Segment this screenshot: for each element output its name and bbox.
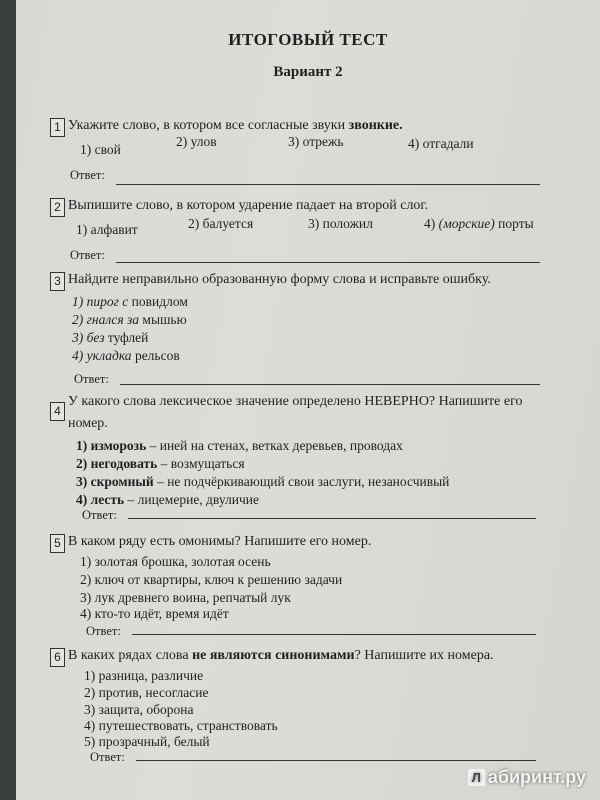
- option-2: 2) ключ от квартиры, ключ к решению задачи: [80, 572, 343, 587]
- option-5: 5) прозрачный, белый: [84, 734, 210, 749]
- page-title: ИТОГОВЫЙ ТЕСТ: [228, 30, 388, 49]
- test-page: [16, 0, 600, 800]
- question-text: Найдите неправильно образованную форму слова и исправьте ошибку.: [68, 272, 491, 287]
- option-2: 2) против, несогласие: [84, 685, 209, 700]
- option-3: 3) отрежь: [288, 134, 344, 149]
- question-number: 1: [50, 118, 65, 137]
- labirint-watermark: Л абиринт.ру: [468, 767, 586, 788]
- answer-label: Ответ:: [86, 624, 121, 638]
- answer-line[interactable]: [136, 760, 536, 761]
- option-4: 4) укладка рельсов: [72, 348, 180, 363]
- question-text-line-1: У какого слова лексическое значение определено НЕВЕРНО? Напишите его: [68, 394, 523, 409]
- option-3: 3) лук древнего воина, репчатый лук: [80, 590, 291, 605]
- option-2: 2) гнался за мышью: [72, 312, 187, 327]
- option-4: 4) путешествовать, странствовать: [84, 718, 278, 733]
- question-text: В каких рядах слова не являются синонимами? Напишите их номера.: [68, 648, 494, 663]
- question-number: 6: [50, 648, 65, 667]
- option-2: 2) улов: [176, 134, 217, 149]
- question-text: Укажите слово, в котором все согласные звуки звонкие.: [68, 118, 403, 133]
- option-1: 1) золотая брошка, золотая осень: [80, 554, 271, 569]
- answer-label: Ответ:: [70, 248, 105, 262]
- answer-label: Ответ:: [74, 372, 109, 386]
- option-2: 2) балуется: [188, 216, 254, 231]
- question-number: 3: [50, 272, 65, 291]
- answer-label: Ответ:: [82, 508, 117, 522]
- question-text: В каком ряду есть омонимы? Напишите его номер.: [68, 534, 372, 549]
- variant-heading: Вариант 2: [273, 64, 343, 80]
- option-4: 4) (морские) порты: [424, 216, 534, 231]
- answer-label: Ответ:: [90, 750, 125, 764]
- question-number: 2: [50, 198, 65, 217]
- option-3: 3) положил: [308, 216, 373, 231]
- option-3: 3) скромный – не подчёркивающий свои заслуги, незаносчивый: [76, 474, 450, 489]
- option-4: 4) отгадали: [408, 136, 474, 151]
- labirint-logo-icon: Л: [468, 769, 485, 786]
- answer-label: Ответ:: [70, 168, 105, 182]
- answer-line[interactable]: [116, 184, 540, 185]
- option-3: 3) защита, оборона: [84, 702, 194, 717]
- question-number: 4: [50, 402, 65, 421]
- option-1: 1) изморозь – иней на стенах, ветках деревьев, проводах: [76, 438, 403, 453]
- answer-line[interactable]: [132, 634, 536, 635]
- answer-line[interactable]: [116, 262, 540, 263]
- answer-line[interactable]: [128, 518, 536, 519]
- option-1: 1) свой: [80, 142, 121, 157]
- option-4: 4) кто-то идёт, время идёт: [80, 606, 229, 621]
- question-text: Выпишите слово, в котором ударение падает на второй слог.: [68, 198, 429, 213]
- option-1: 1) пирог с повидлом: [72, 294, 188, 309]
- option-1: 1) разница, различие: [84, 668, 204, 683]
- option-2: 2) негодовать – возмущаться: [76, 456, 245, 471]
- answer-line[interactable]: [120, 384, 540, 385]
- option-3: 3) без туфлей: [72, 330, 149, 345]
- question-number: 5: [50, 534, 65, 553]
- question-text-line-2: номер.: [68, 416, 108, 431]
- option-1: 1) алфавит: [76, 222, 138, 237]
- option-4: 4) лесть – лицемерие, двуличие: [76, 492, 259, 507]
